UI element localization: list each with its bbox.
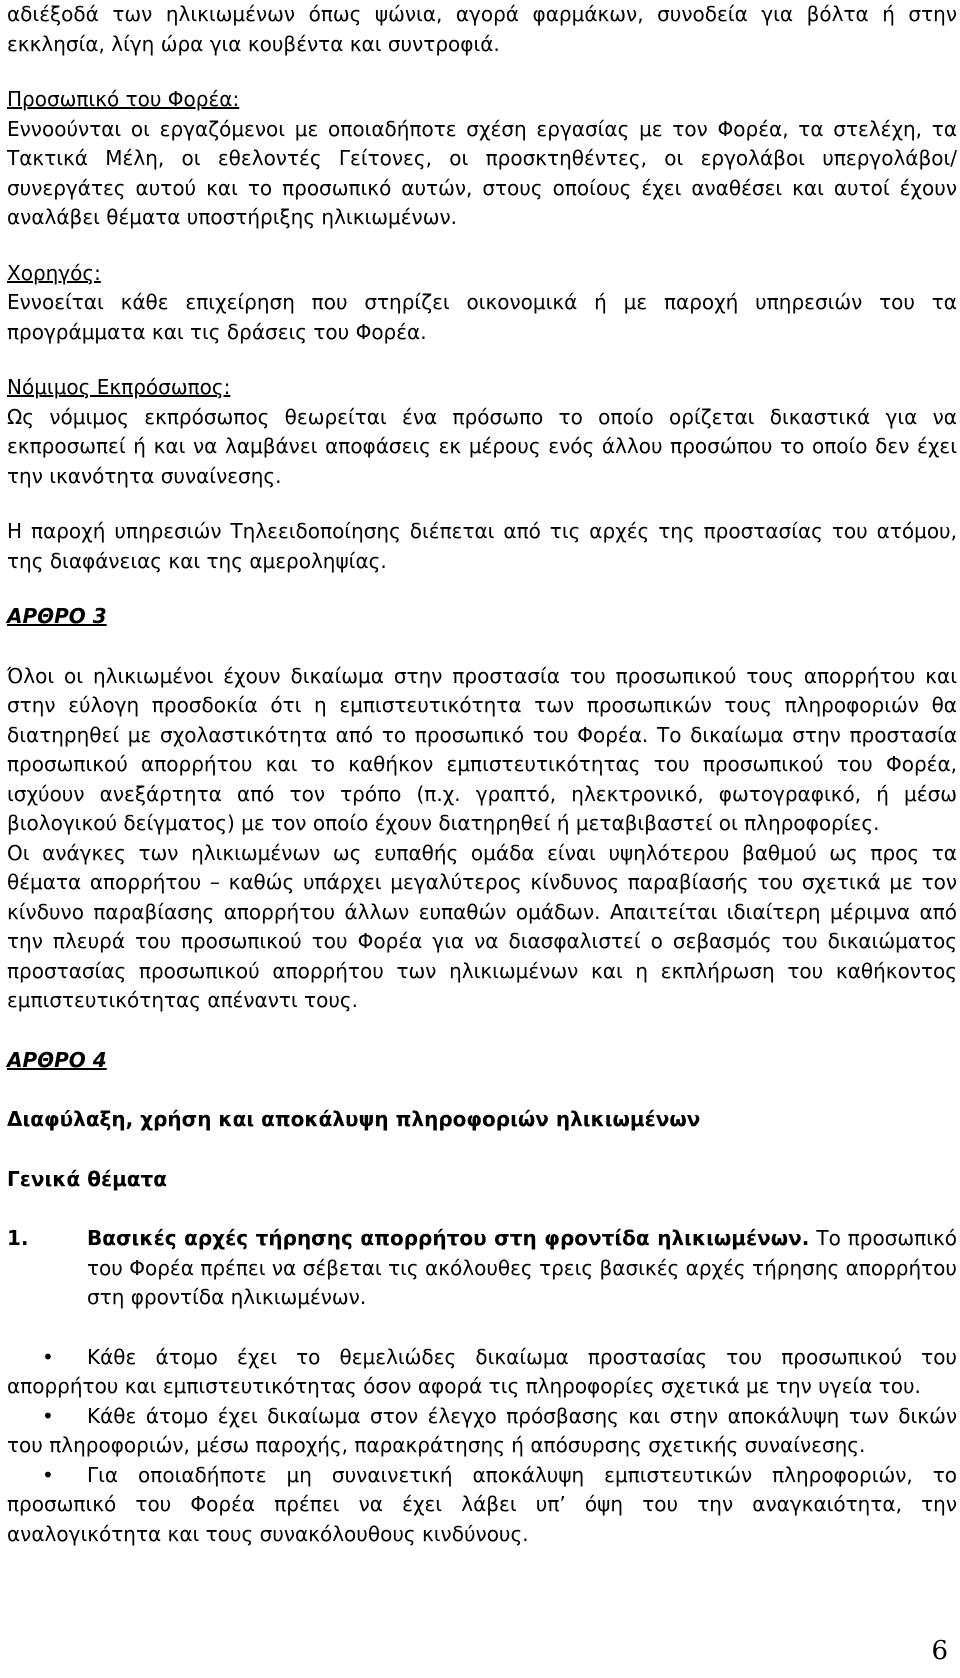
intro-paragraph: αδιέξοδά των ηλικιωμένων όπως ψώνια, αγορά φαρμάκων, συνοδεία για βόλτα ή στην εκκλησία, λίγη ώρα για κουβέντα και συντροφιά. [7, 2, 957, 56]
page-number: 6 [931, 1636, 948, 1666]
article-3-paragraph-1: Όλοι οι ηλικιωμένοι έχουν δικαίωμα στην προστασία του προσωπικού τους απορρήτου και στην εύλογη προσδοκία ότι η εμπιστευτικότητα των προσωπικών τους πληροφοριών θα διατηρηθεί με σχολαστικότητα από το προσωπικό του Φορέα. Το δικαίωμα στην προστασία προσωπικού απορρήτου και το καθήκον εμπιστευτικότητας του προσωπικού του Φορέα, ισχύουν ανεξάρτητα από τον τρόπο (π.χ. γραπτό, ηλεκτρονικό, φωτογραφικό, ή μέσω βιολογικού δείγματος) με τον οποίο έχουν διατηρηθεί ή μεταβιβαστεί οι πληροφορίες. [7, 663, 957, 835]
definition-staff [7, 85, 957, 233]
article-4-title: ΑΡΘΡΟ 4 [7, 1047, 107, 1072]
bullet-item [7, 1402, 957, 1461]
definition-text: Εννοείται κάθε επιχείρηση που στηρίζει οικονομικά ή με παροχή υπηρεσιών του τα προγράμματα και τις δράσεις του Φορέα. [7, 290, 957, 344]
article-4-subtitle: Διαφύλαξη, χρήση και αποκάλυψη πληροφοριών ηλικιωμένων [7, 1107, 701, 1131]
definition-sponsor [7, 259, 957, 348]
bullet-icon: • [42, 1403, 54, 1428]
definition-text: Ως νόμιμος εκπρόσωπος θεωρείται ένα πρόσωπο το οποίο ορίζεται δικαστικά για να εκπροσωπεί ή και να λαμβάνει αποφάσεις εκ μέρους ενός άλλου προσώπου το οποίο δεν έχει την ικανότητα συναίνεσης. [7, 404, 957, 488]
definition-term: Νόμιμος Εκπρόσωπος: [7, 375, 231, 399]
document-page [7, 0, 957, 1549]
bullet-icon: • [42, 1462, 54, 1487]
article-3-paragraph-2: Οι ανάγκες των ηλικιωμένων ως ευπαθής ομάδα είναι υψηλότερου βαθμού ως προς τα θέματα απορρήτου – καθώς υπάρχει μεγαλύτερος κίνδυνος παραβίασής του σχετικά με τον κίνδυνο παραβίασης απορρήτου άλλων ευπαθών ομάδων. Απαιτείται ιδιαίτερη μέριμνα από την πλευρά του προσωπικού του Φορέα για να διασφαλιστεί ο σεβασμός του δικαιώματος προστασίας προσωπικού απορρήτου των ηλικιωμένων και η εκπλήρωση του καθήκοντος εμπιστευτικότητας απέναντι τους. [7, 840, 957, 1012]
bullet-item [7, 1343, 957, 1402]
definition-legal-representative [7, 373, 957, 491]
bullet-item [7, 1461, 957, 1550]
bullet-text: Για οποιαδήποτε μη συναινετική αποκάλυψη εμπιστευτικών πληροφοριών, το προσωπικό του Φορέα πρέπει να έχει λάβει υπ’ όψη του την αναγκαιότητα, την αναλογικότητα και τους συνακόλουθους κινδύνους. [7, 1462, 957, 1546]
bullet-text: Κάθε άτομο έχει το θεμελιώδες δικαίωμα προστασίας του προσωπικού του απορρήτου και εμπιστευτικότητας όσον αφορά τις πληροφορίες σχετικά με την υγεία του. [7, 1344, 957, 1398]
article-3-title: ΑΡΘΡΟ 3 [7, 604, 107, 628]
section-heading: Γενικά θέματα [7, 1166, 168, 1191]
numbered-item-1 [7, 1224, 957, 1313]
item-number: 1. [7, 1226, 29, 1250]
definition-term: Προσωπικό του Φορέα: [7, 87, 240, 111]
bullet-icon: • [42, 1344, 54, 1369]
principles-paragraph: Η παροχή υπηρεσιών Τηλεειδοποίησης διέπεται από τις αρχές της προστασίας του ατόμου, της διαφάνειας και της αμεροληψίας. [7, 519, 957, 573]
bullet-text: Κάθε άτομο έχει δικαίωμα στον έλεγχο πρόσβασης και στην αποκάλυψη των δικών του πληροφοριών, μέσω παροχής, παρακράτησης ή απόσυρσης σχετικής συναίνεσης. [7, 1403, 957, 1457]
definition-text: Εννοούνται οι εργαζόμενοι με οποιαδήποτε σχέση εργασίας με τον Φορέα, τα στελέχη, τα Τακτικά Μέλη, οι εθελοντές Γείτονες, οι προσκτηθέντες, οι εργολάβοι υπεργολάβοι/συνεργάτες αυτού και το προσωπικό αυτών, στους οποίους έχει αναθέσει και αυτοί έχουν αναλάβει θέματα υποστήριξης ηλικιωμένων. [7, 116, 957, 229]
item-lead: Βασικές αρχές τήρησης απορρήτου στη φροντίδα ηλικιωμένων. [87, 1226, 810, 1250]
item-text: Το προσωπικό του Φορέα πρέπει να σέβεται τις ακόλουθες τρεις βασικές αρχές τήρησης απορρήτου στη φροντίδα ηλικιωμένων. [87, 1226, 957, 1309]
definition-term: Χορηγός: [7, 260, 101, 285]
